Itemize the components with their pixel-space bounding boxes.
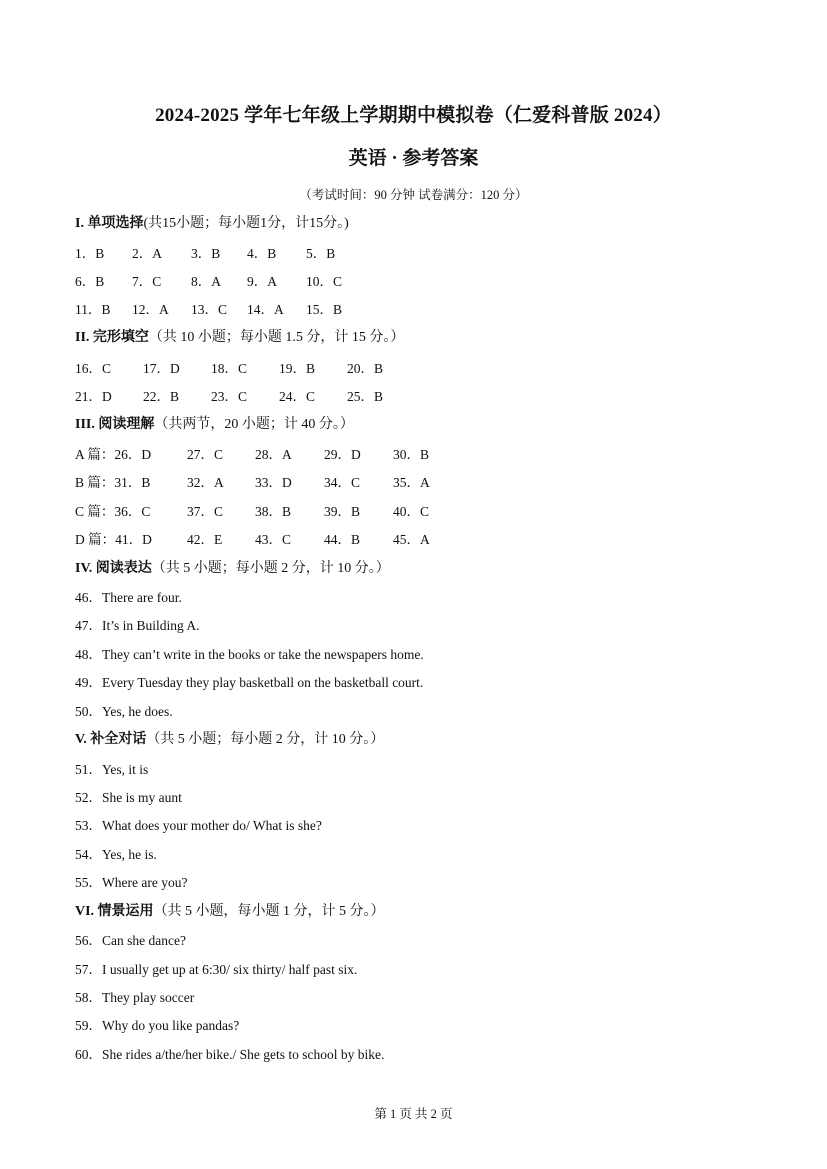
answer-item: 30．B (393, 447, 430, 462)
answer-line: 56．Can she dance? (75, 933, 186, 948)
answer-item: 43．C (255, 532, 292, 547)
answer-item: 37．C (187, 504, 224, 519)
answer-item: 3．B (191, 246, 221, 261)
answer-row (75, 446, 429, 464)
answer-line: 60．She rides a/the/her bike./ She gets to school by bike. (75, 1047, 385, 1062)
answer-item: 7．C (132, 274, 162, 289)
answer-item: 4．B (247, 246, 277, 261)
answer-line: 57．I usually get up at 6:30/ six thirty/ half past six. (75, 962, 358, 977)
answer-item: 18．C (211, 361, 248, 376)
answer-item: 13．C (191, 302, 228, 317)
section-heading-1: I. 单项选择(共15小题；每小题1分，计15分。) (75, 216, 349, 231)
document-subtitle: 英语 · 参考答案 (348, 148, 479, 169)
answer-line: 55．Where are you? (75, 875, 188, 890)
answer-line: 53．What does your mother do/ What is she? (75, 818, 322, 833)
answer-item: 24．C (279, 389, 316, 404)
answer-line: 58．They play soccer (75, 990, 195, 1005)
answer-item: 1．B (75, 246, 105, 261)
answer-row (75, 273, 342, 291)
answer-item: 10．C (306, 274, 343, 289)
answer-item: D 篇：41．D (75, 532, 152, 547)
answer-item: 28．A (255, 447, 292, 462)
answer-item: 14．A (247, 302, 284, 317)
answer-item: 38．B (255, 504, 292, 519)
answer-item: 40．C (393, 504, 430, 519)
answer-line: 51．Yes, it is (75, 762, 149, 777)
answer-line: 52．She is my aunt (75, 790, 182, 805)
answer-item: 6．B (75, 274, 105, 289)
answer-row (75, 531, 430, 549)
answer-item: 27．C (187, 447, 224, 462)
answer-line: 46．There are four. (75, 590, 182, 605)
answer-item: 29．D (324, 447, 361, 462)
answer-item: 20．B (347, 361, 384, 376)
exam-info: （考试时间：90 分钟 试卷满分：120 分） (299, 188, 528, 202)
section-heading-3: III. 阅读理解（共两节，20 小题；计 40 分。） (75, 417, 354, 432)
answer-row (75, 474, 430, 492)
page-number: 第 1 页 共 2 页 (374, 1107, 453, 1121)
answer-item: 9．A (247, 274, 277, 289)
answer-item: 23．C (211, 389, 248, 404)
answer-item: 19．B (279, 361, 316, 376)
answer-item: 21．D (75, 389, 112, 404)
answer-line: 59．Why do you like pandas? (75, 1018, 240, 1033)
section-heading-2: II. 完形填空（共 10 小题；每小题 1.5 分，计 15 分。） (75, 330, 405, 345)
answer-item: 22．B (143, 389, 180, 404)
answer-item: 2．A (132, 246, 162, 261)
answer-item: 45．A (393, 532, 430, 547)
answer-item: B 篇：31．B (75, 475, 151, 490)
answer-line: 54．Yes, he is. (75, 847, 157, 862)
answer-line: 50．Yes, he does. (75, 704, 173, 719)
answer-item: 11．B (75, 302, 111, 317)
answer-item: 5．B (306, 246, 336, 261)
answer-item: 12．A (132, 302, 169, 317)
section-heading-4: IV. 阅读表达（共 5 小题；每小题 2 分，计 10 分。） (75, 561, 390, 576)
answer-row (75, 360, 383, 378)
answer-item: 39．B (324, 504, 361, 519)
answer-line: 47．It’s in Building A. (75, 618, 200, 633)
answer-item: 15．B (306, 302, 343, 317)
answer-item: 35．A (393, 475, 430, 490)
answer-item: 33．D (255, 475, 292, 490)
answer-item: 25．B (347, 389, 384, 404)
answer-item: 34．C (324, 475, 361, 490)
answer-item: A 篇：26．D (75, 447, 152, 462)
answer-row (75, 388, 383, 406)
answer-row (75, 301, 342, 319)
answer-row (75, 503, 429, 521)
answer-line: 49．Every Tuesday they play basketball on the basketball court. (75, 675, 424, 690)
answer-item: 16．C (75, 361, 112, 376)
answer-item: 32．A (187, 475, 224, 490)
answer-item: 42．E (187, 532, 223, 547)
answer-row (75, 245, 335, 263)
answer-item: C 篇：36．C (75, 504, 151, 519)
answer-item: 44．B (324, 532, 361, 547)
section-heading-6: VI. 情景运用（共 5 小题，每小题 1 分，计 5 分。） (75, 904, 385, 919)
answer-line: 48．They can’t write in the books or take the newspapers home. (75, 647, 424, 662)
section-heading-5: V. 补全对话（共 5 小题；每小题 2 分，计 10 分。） (75, 732, 385, 747)
answer-item: 17．D (143, 361, 180, 376)
answer-item: 8．A (191, 274, 221, 289)
document-title: 2024-2025 学年七年级上学期期中模拟卷（仁爱科普版 2024） (155, 105, 672, 126)
